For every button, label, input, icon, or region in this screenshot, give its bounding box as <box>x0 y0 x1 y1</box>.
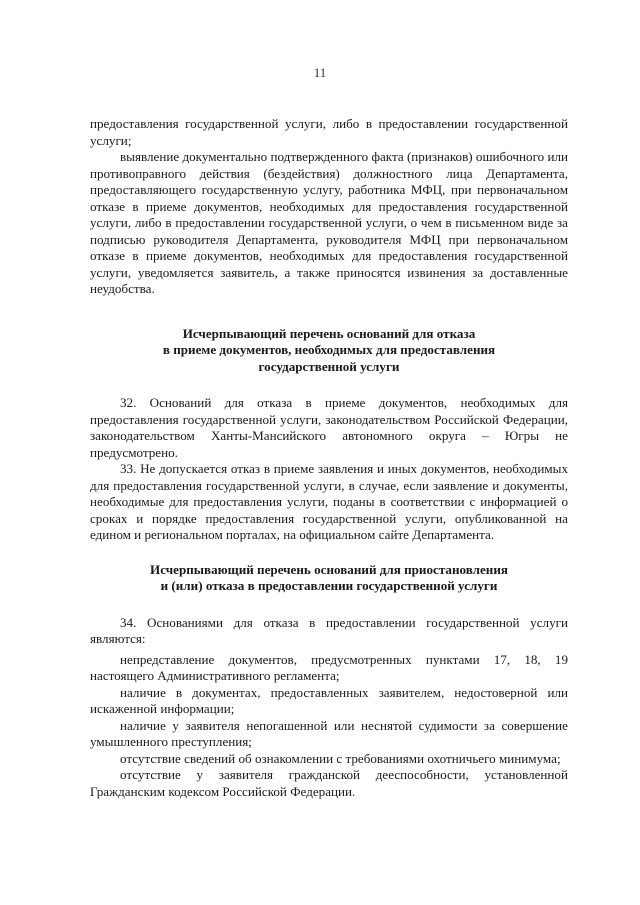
intro-paragraph-continued: предоставления государственной услуги, либо в предоставлении государственной услуги; <box>90 116 568 148</box>
list-item: отсутствие сведений об ознакомлении с требованиями охотничьего минимума; <box>120 750 561 766</box>
list-item: отсутствие у заявителя гражданской дееспособности, установленной Гражданским кодексом Российской Федерации. <box>90 767 568 799</box>
document-body <box>90 116 568 800</box>
list-item: наличие у заявителя непогашенной или неснятой судимости за совершение умышленного преступления; <box>90 717 568 749</box>
section-heading-suspension-refusal: Исчерпывающий перечень оснований для приостановления и (или) отказа в предоставлении государственной услуги <box>150 561 508 593</box>
section-heading-refusal-acceptance: Исчерпывающий перечень оснований для отказа в приеме документов, необходимых для предоставления государственной услуги <box>162 325 496 374</box>
list-item: наличие в документах, предоставленных заявителем, недостоверной или искаженной информации; <box>90 684 568 716</box>
list-item: непредставление документов, предусмотренных пунктами 17, 18, 19 настоящего Административного регламента; <box>90 651 568 683</box>
paragraph-34: 34. Основаниями для отказа в предоставлении государственной услуги являются: <box>90 614 568 646</box>
paragraph-33: 33. Не допускается отказ в приеме заявления и иных документов, необходимых для предоставления государственной услуги, в случае, если заявление и документы, необходимые для предоставления услуги, поданы в соответствии с информацией о сроках и порядке предоставления государственной услуги, опубликованной на едином и региональном порталах, на официальном сайте Департамента. <box>90 461 568 542</box>
intro-paragraph-violation: выявление документально подтвержденного факта (признаков) ошибочного или противоправного действия (бездействия) должностного лица Департамента, предоставляющего государственную услугу, работника МФЦ, при первоначальном отказе в приеме документов, необходимых для предоставления государственной услуги, либо в предоставлении государственной услуги, о чем в письменном виде за подписью руководителя Департамента, руководителя МФЦ при первоначальном отказе в приеме документов, необходимых для предоставления государственной услуги, уведомляется заявитель, а также приносятся извинения за доставленные неудобства. <box>90 149 568 296</box>
paragraph-32: 32. Оснований для отказа в приеме документов, необходимых для предоставления государственной услуги, законодательством Российской Федерации, законодательством Ханты-Мансийского автономного округа – Югры не предусмотрено. <box>90 395 568 460</box>
page-number: 11 <box>313 65 327 80</box>
